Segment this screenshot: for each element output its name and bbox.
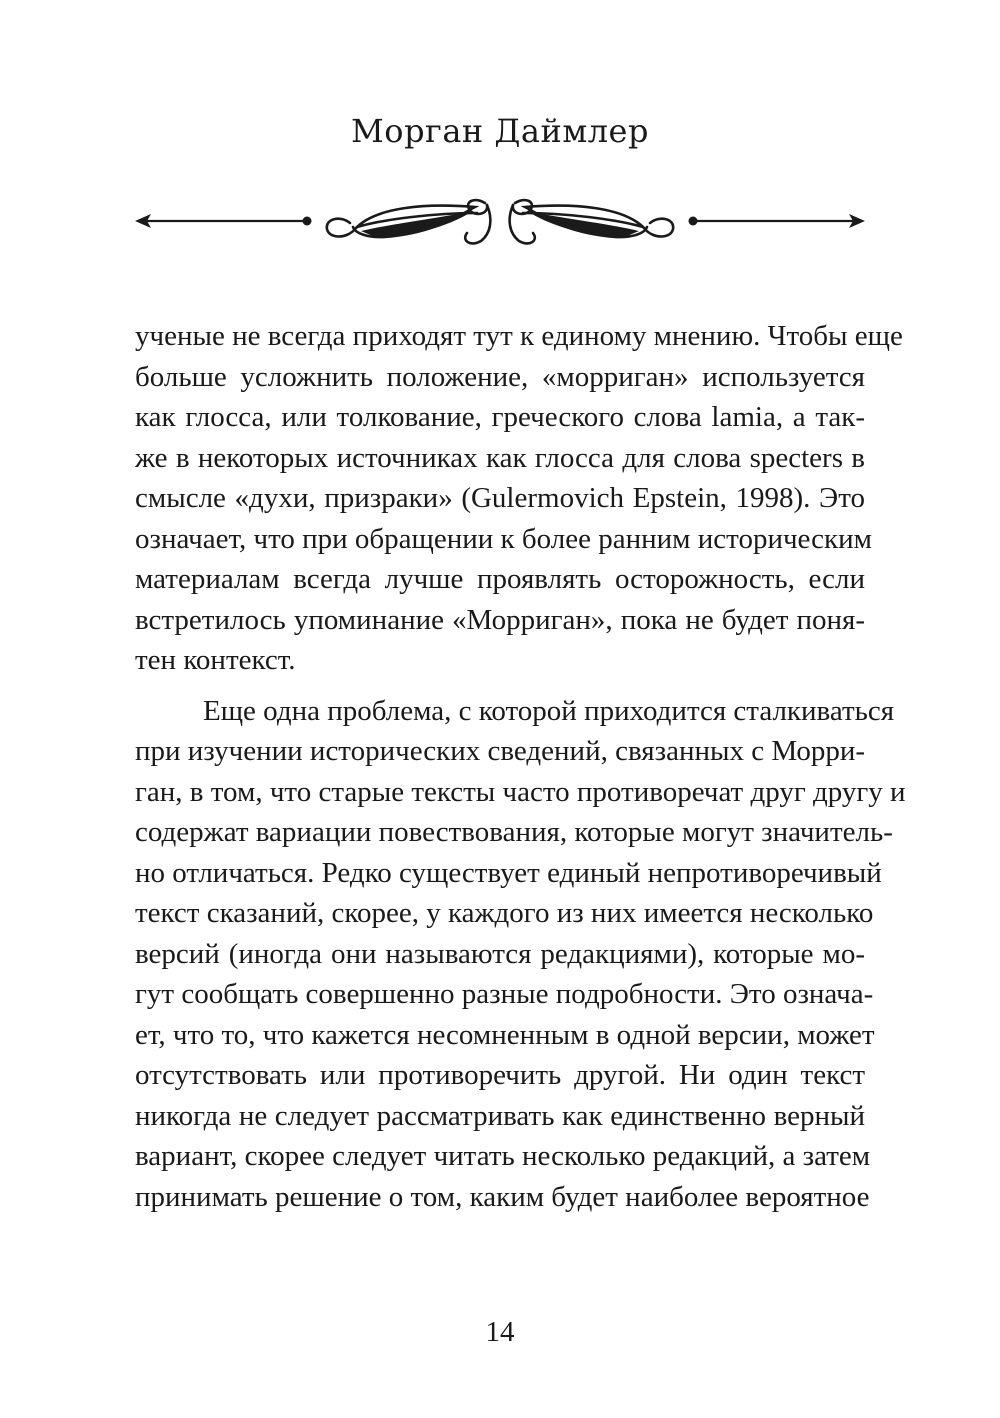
text-line: гут сообщать совершенно разные подробности. Это означа- <box>135 978 874 1010</box>
text-line: ученые не всегда приходят тут к единому мнению. Чтобы еще <box>135 320 903 352</box>
paragraph <box>135 691 906 1218</box>
text-line: тен контекст. <box>135 644 296 676</box>
page-number: 14 <box>485 1316 515 1348</box>
text-line: содержат вариации повествования, которые могут значитель- <box>135 816 893 848</box>
text-line: отсутствовать или противоречить другой. Ни один текст <box>135 1059 865 1091</box>
paragraph <box>135 316 903 681</box>
text-line: материалам всегда лучше проявлять осторожность, если <box>135 563 865 595</box>
text-line: при изучении исторических сведений, связанных с Морри- <box>135 735 866 767</box>
text-line: принимать решение о том, каким будет наиболее вероятное <box>135 1180 870 1213</box>
text-line: ет, что то, что кажется несомненным в одной версии, может <box>135 1018 875 1051</box>
text-line: текст сказаний, скорее, у каждого из них имеется несколько <box>135 897 874 929</box>
text-line: означает, что при обращении к более ранним историческим <box>135 522 872 555</box>
text-line: смысле «духи, призраки» (Gulermovich Epstein, 1998). Это <box>135 482 865 514</box>
text-line: встретилось упоминание «Морриган», пока не будет поня- <box>135 603 865 636</box>
text-line: как глосса, или толкование, греческого слова lamia, а так- <box>135 401 865 433</box>
text-line: но отличаться. Редко существует единый непротиворечивый <box>135 856 882 889</box>
paragraph-spacing <box>135 681 865 691</box>
running-header-author: Морган Даймлер <box>351 112 649 150</box>
text-line: Еще одна проблема, с которой приходится сталкиваться <box>203 694 895 727</box>
text-line: больше усложнить положение, «морриган» используется <box>135 360 865 393</box>
text-line: вариант, скорее следует читать несколько редакций, а затем <box>135 1140 871 1172</box>
flourish-divider-icon <box>135 193 865 249</box>
text-line: ган, в том, что старые тексты часто противоречат друг другу и <box>135 775 906 808</box>
page-body <box>135 316 906 1217</box>
text-line: же в некоторых источниках как глосса для слова specters в <box>135 441 865 474</box>
text-line: никогда не следует рассматривать как единственно верный <box>135 1099 865 1132</box>
text-line: версий (иногда они называются редакциями), которые мо- <box>135 937 865 970</box>
